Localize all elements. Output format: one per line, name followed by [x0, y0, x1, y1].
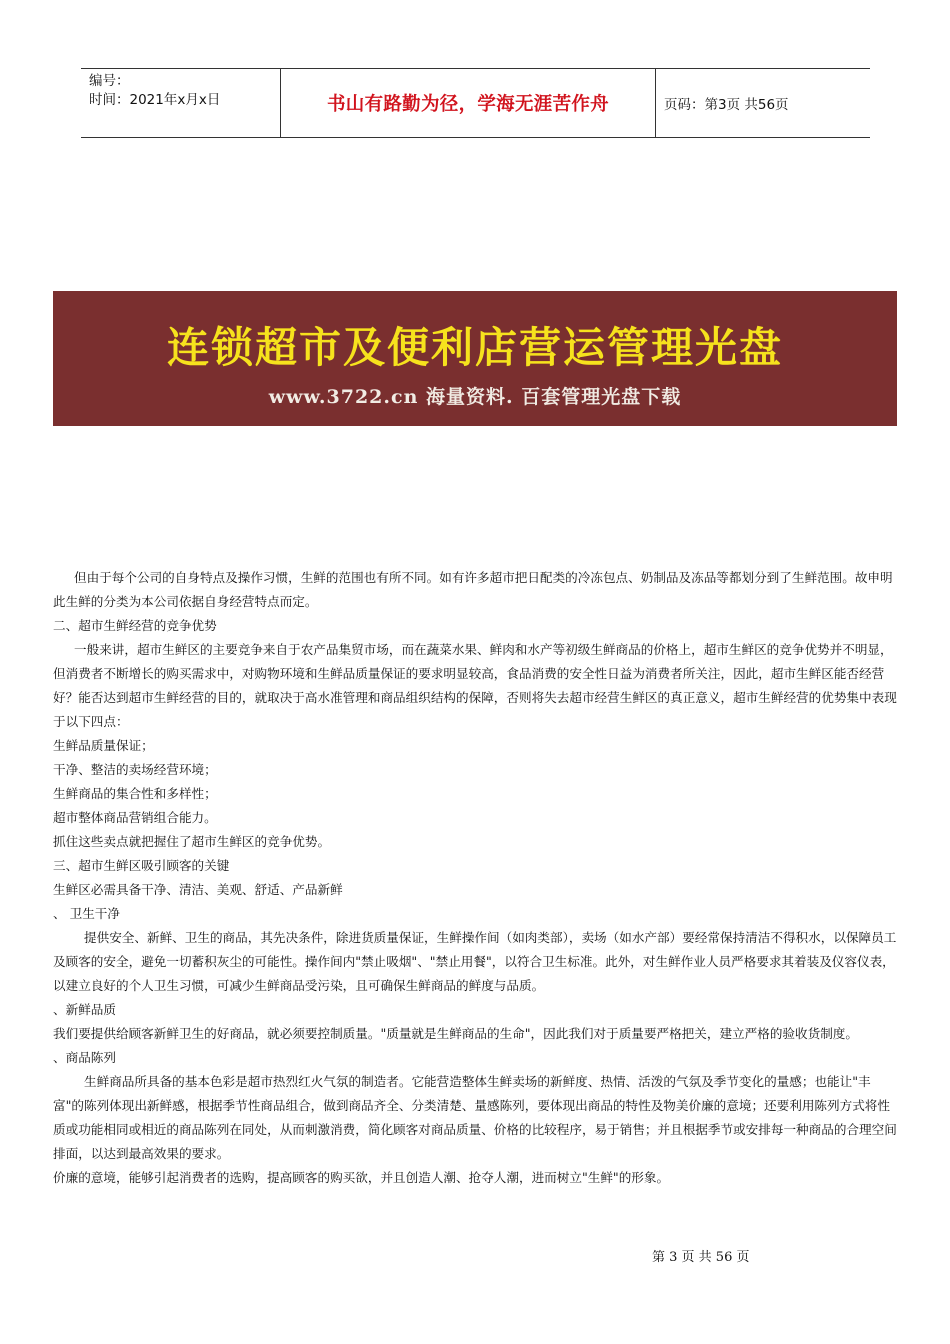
body-paragraph: 抓住这些卖点就把握住了超市生鲜区的竞争优势。 [53, 834, 331, 849]
subsection-heading: 、 卫生干净 [53, 906, 120, 921]
body-paragraph: 但由于每个公司的自身特点及操作习惯，生鲜的范围也有所不同。如有许多超市把日配类的冷冻包点、奶制品及冻品等都划分到了生鲜范围。故申明此生鲜的分类为本公司依据自身经营特点而定。 [53, 570, 893, 609]
document-number-label: 编号： [89, 73, 130, 89]
body-paragraph: 生鲜商品所具备的基本色彩是超市热烈红火气氛的制造者。它能营造整体生鲜卖场的新鲜度、热情、活泼的气氛及季节变化的量感；也能让"丰富"的陈列体现出新鲜感，根据季节性商品组合，做到商品齐全、分类清楚、量感陈列，要体现出商品的特性及物美价廉的意境；还要利用陈列方式将性质或功能相同或相近的商品陈列在同处，从而刺激消费，简化顾客对商品质量、价格的比较程序，易于销售；并且根据季节或安排每一种商品的合理空间排面，以达到最高效果的要求。 [53, 1074, 897, 1161]
subsection-heading: 、商品陈列 [53, 1050, 116, 1065]
document-time-label: 时间：2021年x月x日 [89, 92, 221, 108]
header-page-code: 页码：第3页 共56页 [664, 97, 789, 113]
header-table [81, 68, 870, 138]
body-paragraph: 提供安全、新鲜、卫生的商品，其先决条件，除进货质量保证，生鲜操作间（如肉类部），卖场（如水产部）要经常保持清洁不得积水，以保障员工及顾客的安全，避免一切蓄积灰尘的可能性。操作间内"禁止吸烟"、"禁止用餐"，以符合卫生标准。此外，对生鲜作业人员严格要求其着装及仪容仪表，以建立良好的个人卫生习惯，可减少生鲜商品受污染，且可确保生鲜商品的鲜度与品质。 [53, 930, 897, 993]
body-paragraph: 价廉的意境，能够引起消费者的选购，提高顾客的购买欲，并且创造人潮、抢夺人潮，进而树立"生鲜"的形象。 [53, 1170, 670, 1185]
section-heading: 二、超市生鲜经营的竞争优势 [53, 618, 217, 633]
section-heading: 三、超市生鲜区吸引顾客的关键 [53, 858, 230, 873]
list-item: 生鲜品质量保证； [53, 738, 154, 753]
header-meta-cell [81, 69, 281, 137]
body-paragraph: 一般来讲，超市生鲜区的主要竞争来自于农产品集贸市场，而在蔬菜水果、鲜肉和水产等初级生鲜商品的价格上，超市生鲜区的竞争优势并不明显，但消费者不断增长的购买需求中，对购物环境和生鲜品质量保证的要求明显较高，食品消费的安全性日益为消费者所关注，因此，超市生鲜区能否经营好？能否达到超市生鲜经营的目的，就取决于高水准管理和商品组织结构的保障，否则将失去超市经营生鲜区的真正意义，超市生鲜经营的优势集中表现于以下四点： [53, 642, 897, 729]
document-body [53, 566, 897, 1190]
promo-banner [53, 291, 897, 426]
body-paragraph: 生鲜区必需具备干净、清洁、美观、舒适、产品新鲜 [53, 882, 343, 897]
list-item: 超市整体商品营销组合能力。 [53, 810, 217, 825]
list-item: 生鲜商品的集合性和多样性； [53, 786, 217, 801]
subsection-heading: 、新鲜品质 [53, 1002, 116, 1017]
list-item: 干净、整洁的卖场经营环境； [53, 762, 217, 777]
banner-title: 连锁超市及便利店营运管理光盘 [166, 323, 783, 372]
page-footer: 第 3 页 共 56 页 [652, 1250, 750, 1265]
header-motto: 书山有路勤为径，学海无涯苦作舟 [281, 69, 656, 137]
body-paragraph: 我们要提供给顾客新鲜卫生的好商品，就必须要控制质量。"质量就是生鲜商品的生命"，因此我们对于质量要严格把关，建立严格的验收货制度。 [53, 1026, 858, 1041]
banner-subtitle: www.3722.cn 海量资料. 百套管理光盘下载 [268, 386, 682, 408]
